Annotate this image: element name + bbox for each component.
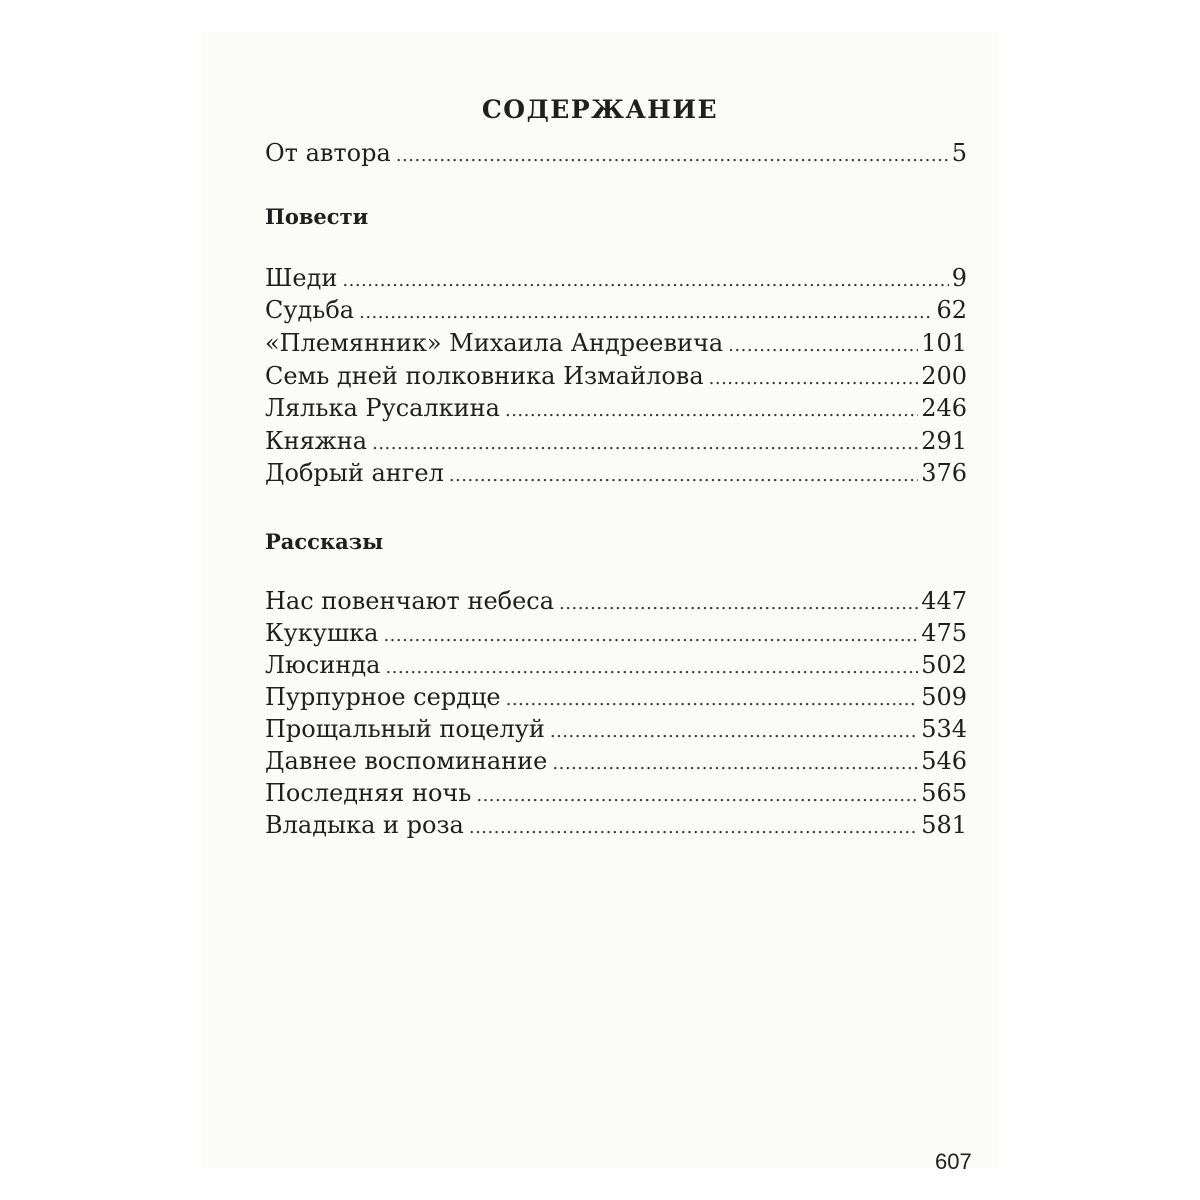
toc-entry-label: Давнее воспоминание <box>265 747 548 775</box>
toc-entry-label: Шеди <box>265 264 338 292</box>
toc-entry-label: От автора <box>265 139 391 167</box>
toc-entry-page: 9 <box>951 264 967 292</box>
toc-entry-label: «Племянник» Михаила Андреевича <box>265 329 724 357</box>
leader-dots <box>449 460 918 492</box>
toc-entry-label: Лялька Русалкина <box>265 394 500 422</box>
book-page <box>202 32 998 1174</box>
toc-entry-foreword <box>265 137 967 169</box>
toc-entry-page: 565 <box>921 779 967 807</box>
toc-entry-page: 376 <box>921 459 967 487</box>
toc-entry-page: 509 <box>921 683 967 711</box>
toc-entry-label: Добрый ангел <box>265 459 444 487</box>
leader-dots <box>506 684 919 716</box>
toc-entry-page: 534 <box>921 715 967 743</box>
section-heading-povesti: Повести <box>265 204 369 229</box>
leader-dots <box>709 363 919 395</box>
toc-entry-label: Прощальный поцелуй <box>265 715 545 743</box>
toc-entry-page: 246 <box>921 394 967 422</box>
toc-entry-page: 447 <box>921 587 967 615</box>
toc-entry <box>265 425 967 457</box>
toc-entry <box>265 649 967 681</box>
toc-entry-page: 62 <box>936 296 967 324</box>
toc-entry-label: Люсинда <box>265 651 381 679</box>
leader-dots <box>385 652 918 684</box>
leader-dots <box>550 716 918 748</box>
toc-entry-page: 291 <box>921 427 967 455</box>
toc-entry <box>265 681 967 713</box>
leader-dots <box>728 330 918 362</box>
toc-entry-label: Владыка и роза <box>265 811 464 839</box>
toc-entry-label: Княжна <box>265 427 368 455</box>
leader-dots <box>342 265 948 297</box>
leader-dots <box>383 620 918 652</box>
toc-entry <box>265 777 967 809</box>
toc-entry <box>265 617 967 649</box>
toc-entry <box>265 809 967 841</box>
leader-dots <box>372 428 918 460</box>
page-number: 607 <box>935 1149 972 1174</box>
toc-entry-page: 502 <box>921 651 967 679</box>
toc-entry <box>265 457 967 489</box>
toc-entry <box>265 327 967 359</box>
toc-entry-label: Нас повенчают небеса <box>265 587 555 615</box>
toc-entry-label: Кукушка <box>265 619 379 647</box>
toc-entry-label: Судьба <box>265 296 355 324</box>
toc-entry <box>265 360 967 392</box>
toc-entry-page: 200 <box>921 362 967 390</box>
leader-dots <box>476 780 918 812</box>
toc-entry-label: Пурпурное сердце <box>265 683 501 711</box>
leader-dots <box>505 395 918 427</box>
toc-entry-label: Семь дней полковника Измайлова <box>265 362 704 390</box>
section-heading-rasskazy: Рассказы <box>265 529 384 554</box>
leader-dots <box>552 748 918 780</box>
toc-entry-page: 546 <box>921 747 967 775</box>
toc-entry-page: 475 <box>921 619 967 647</box>
toc-entry <box>265 294 967 326</box>
toc-entry <box>265 585 967 617</box>
toc-entry <box>265 392 967 424</box>
leader-dots <box>559 588 918 620</box>
page-title: СОДЕРЖАНИЕ <box>481 95 719 124</box>
toc-entry-page: 581 <box>921 811 967 839</box>
toc-entry-page: 5 <box>951 139 967 167</box>
leader-dots <box>396 140 949 172</box>
toc-entry <box>265 713 967 745</box>
toc-entry <box>265 745 967 777</box>
toc-entry <box>265 262 967 294</box>
toc-entry-page: 101 <box>921 329 967 357</box>
toc-entry-label: Последняя ночь <box>265 779 472 807</box>
leader-dots <box>469 812 918 844</box>
leader-dots <box>359 297 933 329</box>
